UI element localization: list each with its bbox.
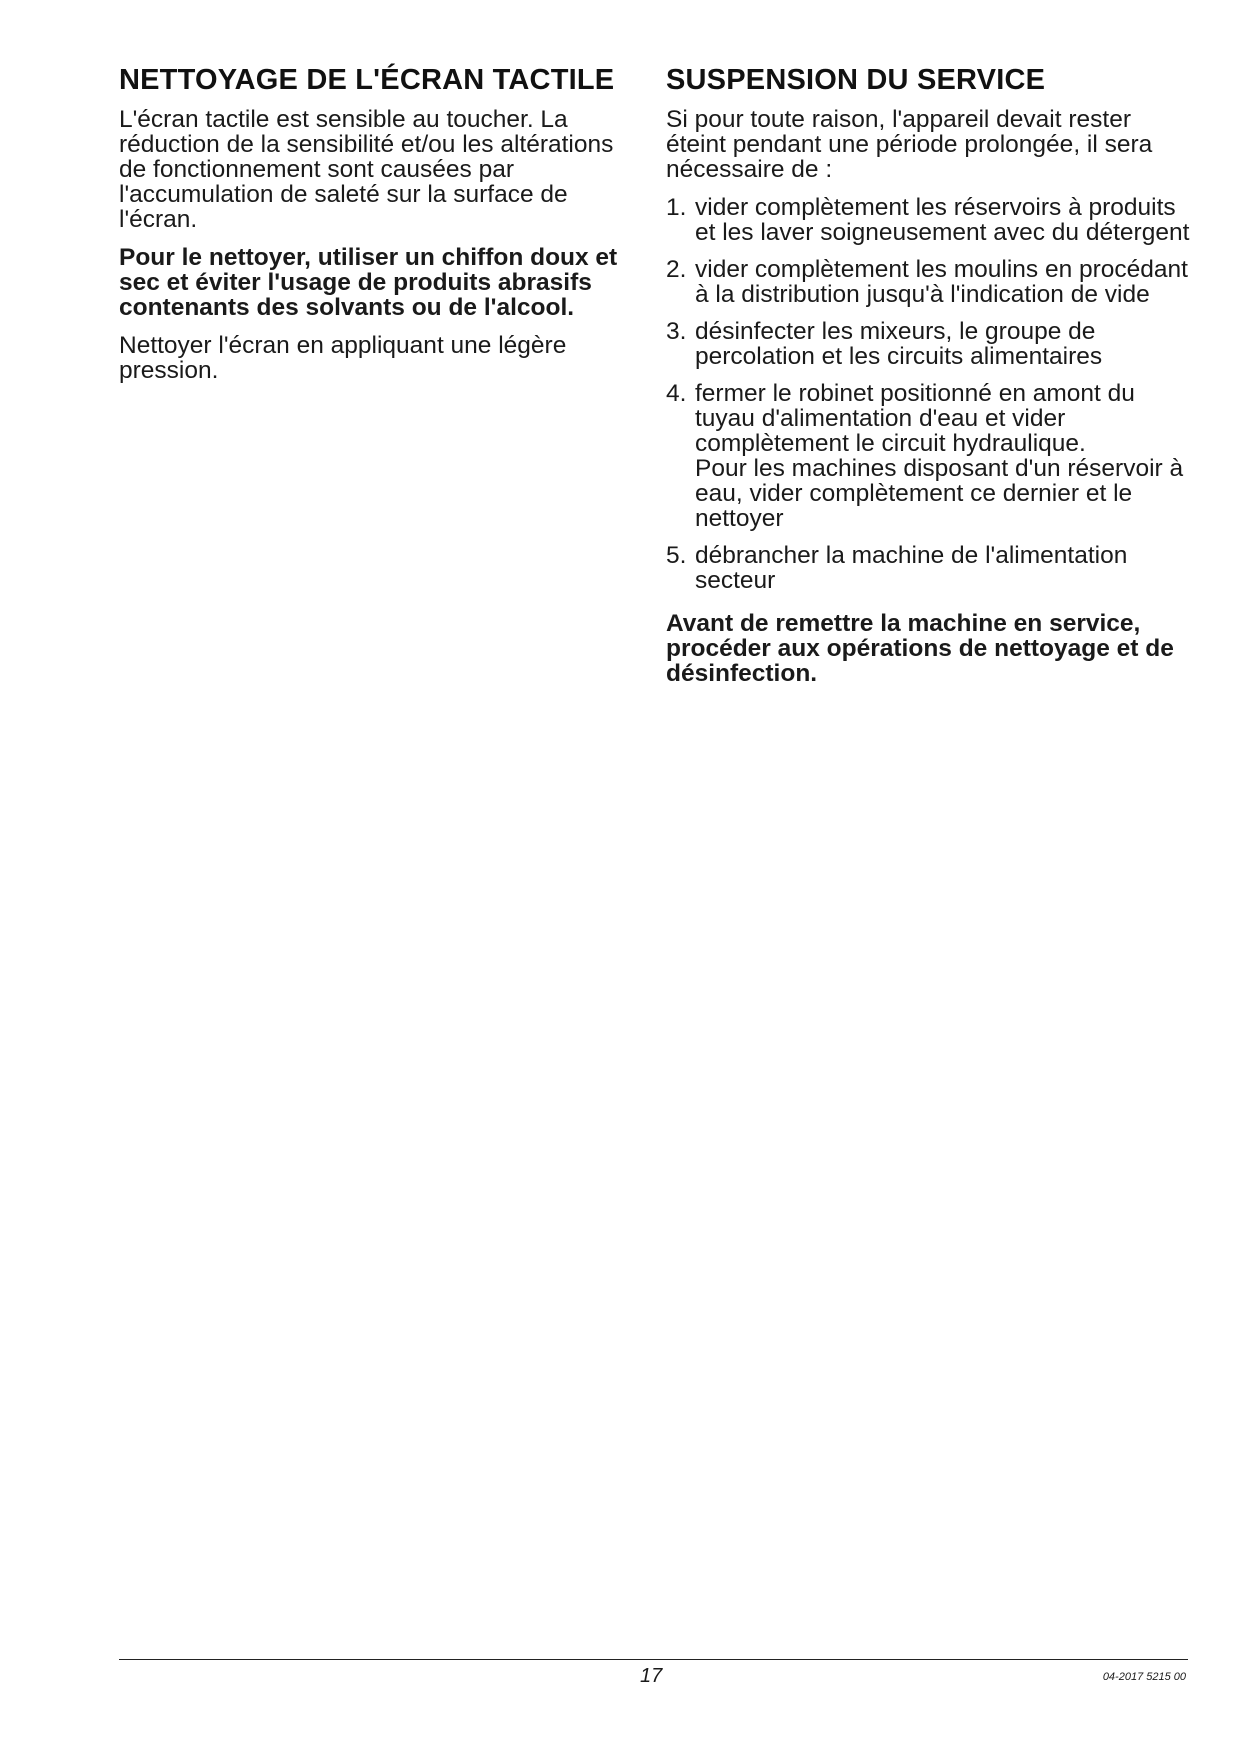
step-number: 4. (666, 380, 687, 407)
touchscreen-cleaning-section (119, 62, 639, 396)
step-number: 1. (666, 194, 687, 221)
step-note: Pour les machines disposant d'un réservoir à eau, vider complètement ce dernier et le nettoyer (695, 455, 1184, 532)
service-suspension-section (666, 62, 1196, 699)
step-number: 2. (666, 256, 687, 283)
section-title: SUSPENSION DU SERVICE (666, 64, 1046, 96)
step-number: 3. (666, 318, 687, 345)
section-title: NETTOYAGE DE L'ÉCRAN TACTILE (119, 64, 615, 96)
list-item (666, 381, 1196, 531)
list-item (666, 257, 1196, 307)
intro-paragraph: Si pour toute raison, l'appareil devait rester éteint pendant une période prolongée, il sera nécessaire de : (666, 106, 1153, 183)
cleaning-instruction: Nettoyer l'écran en appliquant une légère pression. (119, 332, 567, 384)
page-number: 17 (640, 1665, 663, 1687)
list-item (666, 543, 1196, 593)
step-text: débrancher la machine de l'alimentation secteur (695, 542, 1128, 594)
list-item (666, 319, 1196, 369)
document-reference: 04-2017 5215 00 (1102, 1671, 1186, 1683)
footer-divider (119, 1659, 1188, 1660)
closing-warning: Avant de remettre la machine en service, procéder aux opérations de nettoyage et de désinfection. (666, 610, 1174, 687)
step-text: vider complètement les réservoirs à produits et les laver soigneusement avec du détergent (695, 194, 1190, 246)
step-text: vider complètement les moulins en procédant à la distribution jusqu'à l'indication de vide (695, 256, 1188, 308)
list-item (666, 195, 1196, 245)
intro-paragraph: L'écran tactile est sensible au toucher. La réduction de la sensibilité et/ou les altérations de fonctionnement sont causées par l'accumulation de saleté sur la surface de l'écran. (119, 106, 614, 233)
cleaning-warning: Pour le nettoyer, utiliser un chiffon doux et sec et éviter l'usage de produits abrasifs contenants des solvants ou de l'alcool. (119, 244, 618, 321)
step-number: 5. (666, 542, 687, 569)
step-text: fermer le robinet positionné en amont du tuyau d'alimentation d'eau et vider complètement le circuit hydraulique. (695, 380, 1135, 457)
step-text: désinfecter les mixeurs, le groupe de percolation et les circuits alimentaires (695, 318, 1103, 370)
steps-list (666, 195, 1196, 593)
